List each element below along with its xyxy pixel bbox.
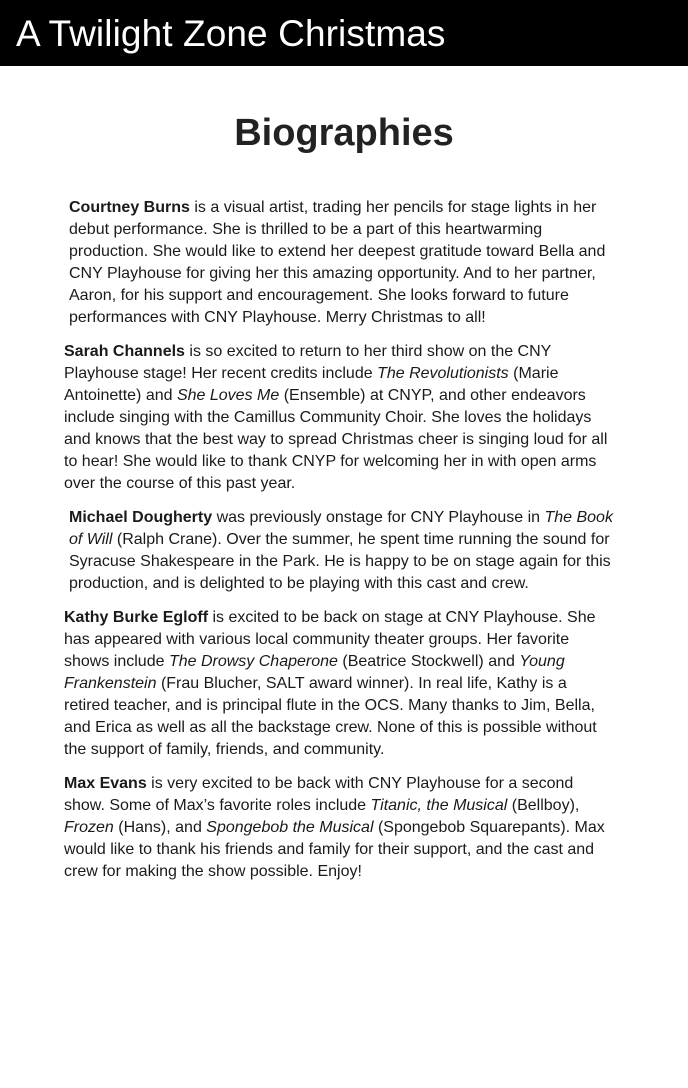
show-title: She Loves Me	[176, 387, 280, 404]
bio-name: Max Evans	[64, 775, 147, 792]
header-title: A Twilight Zone Christmas	[16, 12, 446, 54]
show-title: The Drowsy Chaperone	[168, 653, 338, 670]
biographies-list	[0, 197, 688, 883]
bio-michael-dougherty: Michael Dougherty was previously onstage for CNY Playhouse in The Book of Will (Ralph Crane). Over the summer, he spent time running the sound for Syracuse Shakespeare in the Park. He is happy to be on stage again for this production, and is delighted to be playing with this cast and crew.	[69, 509, 613, 592]
bio-name: Michael Dougherty	[69, 509, 213, 526]
bio-name: Sarah Channels	[64, 343, 185, 360]
bio-sarah-channels: Sarah Channels is so excited to return to her third show on the CNY Playhouse stage! Her recent credits include The Revolutionists (Marie Antoinette) and She Loves Me (Ensemble) at CNYP, and other endeavors include singing with the Camillus Community Choir. She loves the holidays and knows that the best way to spread Christmas cheer is singing loud for all to hear! She would like to thank CNYP for welcoming her in with open arms over the course of this past year.	[64, 343, 608, 492]
header-bar	[0, 0, 688, 66]
bio-max-evans: Max Evans is very excited to be back with CNY Playhouse for a second show. Some of Max’s favorite roles include Titanic, the Musical (Bellboy), Frozen (Hans), and Spongebob the Musical (Spongebob Squarepants). Max would like to thank his friends and family for their support, and the cast and crew for making the show possible. Enjoy!	[64, 775, 605, 880]
show-title: The Revolutionists	[377, 365, 509, 382]
show-title: Frozen	[64, 819, 114, 836]
bio-kathy-burke-egloff: Kathy Burke Egloff is excited to be back on stage at CNY Playhouse. She has appeared with various local community theater groups. Her favorite shows include The Drowsy Chaperone (Beatrice Stockwell) and Young Frankenstein (Frau Blucher, SALT award winner). In real life, Kathy is a retired teacher, and is principal flute in the OCS. Many thanks to Jim, Bella, and Erica as well as all the backstage crew. None of this is possible without the support of family, friends, and community.	[64, 609, 597, 758]
page-title: Biographies	[234, 112, 454, 154]
show-title: Titanic, the Musical	[370, 797, 508, 814]
show-title: The Book of Will	[69, 509, 613, 548]
bio-name: Courtney Burns	[69, 199, 190, 216]
show-title: Young Frankenstein	[64, 653, 565, 692]
show-title: Spongebob the Musical	[206, 819, 374, 836]
bio-name: Kathy Burke Egloff	[64, 609, 209, 626]
bio-courtney-burns: Courtney Burns is a visual artist, trading her pencils for stage lights in her debut performance. She is thrilled to be a part of this heartwarming production. She would like to extend her deepest gratitude toward Bella and CNY Playhouse for giving her this amazing opportunity. And to her partner, Aaron, for his support and encouragement. She looks forward to future performances with CNY Playhouse. Merry Christmas to all!	[69, 199, 606, 326]
